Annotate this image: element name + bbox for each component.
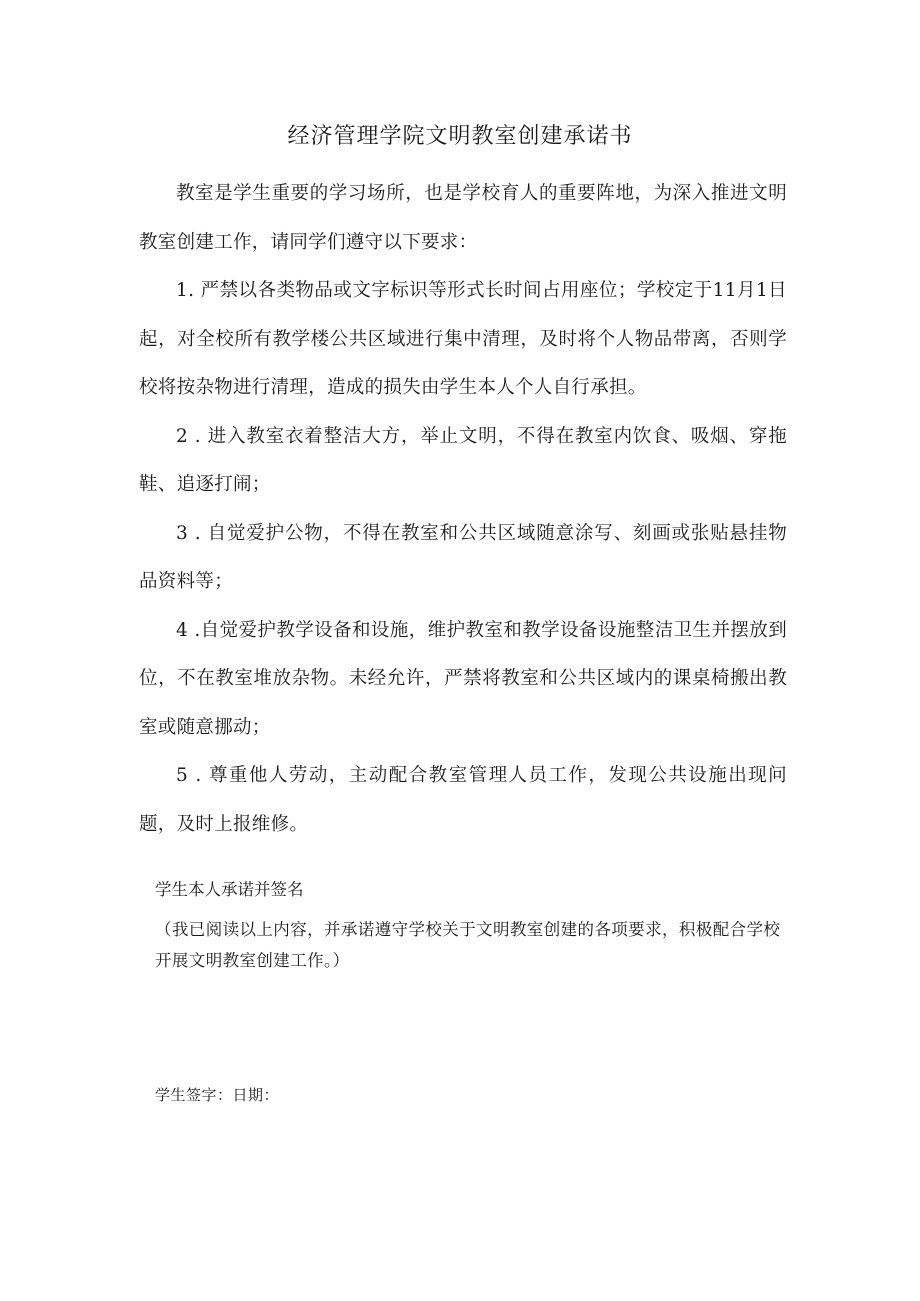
rule-item-3: 3 . 自觉爱护公物，不得在教室和公共区域随意涂写、刻画或张贴悬挂物品资料等； [139, 522, 787, 592]
intro-paragraph: 教室是学生重要的学习场所，也是学校育人的重要阵地，为深入推进文明教室创建工作，请同学们遵守以下要求： [139, 183, 787, 253]
rule-item-5: 5 . 尊重他人劳动，主动配合教室管理人员工作，发现公共设施出现问题，及时上报维修。 [139, 765, 787, 835]
pledge-heading: 学生本人承诺并签名 [155, 880, 304, 899]
pledge-note: （我已阅读以上内容，并承诺遵守学校关于文明教室创建的各项要求，积极配合学校开展文明教室创建工作。） [155, 920, 781, 970]
document-body [139, 170, 787, 849]
document-title: 经济管理学院文明教室创建承诺书 [287, 124, 633, 149]
rule-item-2: 2 . 进入教室衣着整洁大方，举止文明，不得在教室内饮食、吸烟、穿拖鞋、追逐打闹； [139, 425, 787, 495]
rule-item-1: 1. 严禁以各类物品或文字标识等形式长时间占用座位；学校定于11月1日起，对全校所有教学楼公共区域进行集中清理，及时将个人物品带离，否则学校将按杂物进行清理，造成的损失由学生本人个人自行承担。 [139, 280, 787, 398]
rule-item-4: 4 .自觉爱护教学设备和设施，维护教室和教学设备设施整洁卫生并摆放到位，不在教室堆放杂物。未经允许，严禁将教室和公共区域内的课桌椅搬出教室或随意挪动； [139, 619, 787, 738]
signature-line: 学生签字：日期： [155, 1086, 280, 1104]
